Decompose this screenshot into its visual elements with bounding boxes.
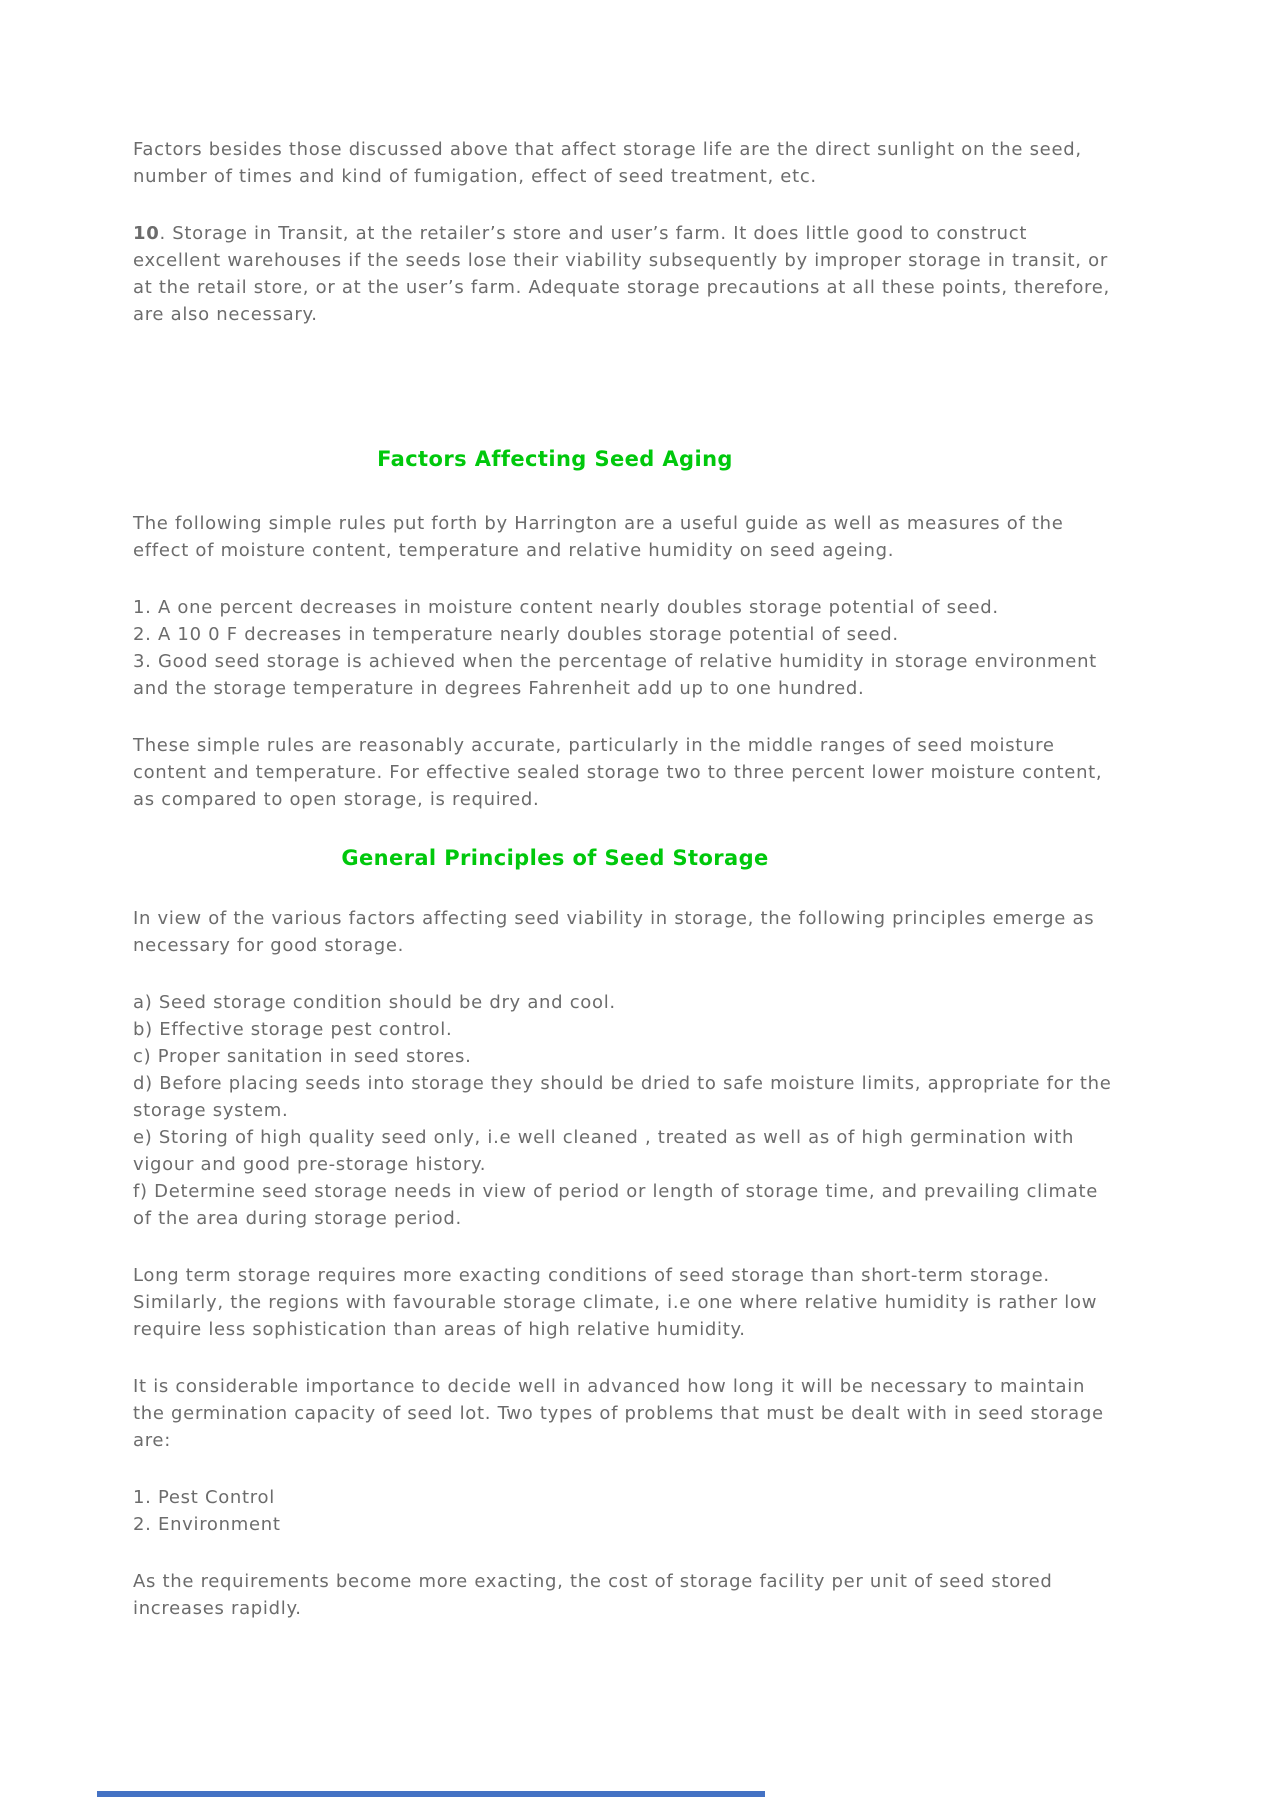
- vertical-spacer: [133, 358, 1118, 444]
- paragraph-long-term-storage: Long term storage requires more exacting conditions of seed storage than short-term storage. Similarly, the regions with favourable storage climate, i.e one where relative humidity is rather low require less sophistication than areas of high relative humidity.: [133, 1265, 1098, 1340]
- paragraph-storage-in-transit-text: . Storage in Transit, at the retailer’s store and user’s farm. It does little good to construct excellent warehouses if the seeds lose their viability subsequently by improper storage in transit, or at the retail store, or at the user’s farm. Adequate storage precautions at all these points, therefore, are also necessary.: [133, 223, 1110, 325]
- paragraph-storage-cost: As the requirements become more exacting, the cost of storage facility per unit of seed stored increases rapidly.: [133, 1571, 1053, 1619]
- list-item: d) Before placing seeds into storage they should be dried to safe moisture limits, appropriate for the storage system.: [133, 1073, 1112, 1121]
- list-item: c) Proper sanitation in seed stores.: [133, 1046, 472, 1067]
- list-item: f) Determine seed storage needs in view of period or length of storage time, and prevailing climate of the area during storage period.: [133, 1181, 1099, 1229]
- paragraph-other-storage-factors: Factors besides those discussed above that affect storage life are the direct sunlight on the seed, number of times and kind of fumigation, effect of seed treatment, etc.: [133, 139, 1082, 187]
- list-item: 2. Environment: [133, 1514, 281, 1535]
- paragraph-principles-intro: In view of the various factors affecting seed viability in storage, the following principles emerge as necessary for good storage.: [133, 908, 1095, 956]
- list-item: 1. A one percent decreases in moisture content nearly doubles storage potential of seed.: [133, 597, 999, 618]
- list-item: 2. A 10 0 F decreases in temperature nearly doubles storage potential of seed.: [133, 624, 899, 645]
- storage-principles-list: [133, 989, 1118, 1232]
- problem-types-list: [133, 1484, 1118, 1538]
- list-item: b) Effective storage pest control.: [133, 1019, 453, 1040]
- harrington-rules-list: [133, 594, 1118, 702]
- paragraph-storage-in-transit: [133, 220, 1118, 328]
- paragraph-harrington-rules-intro: The following simple rules put forth by Harrington are a useful guide as well as measures of the effect of moisture content, temperature and relative humidity on seed ageing.: [133, 513, 1064, 561]
- list-item: a) Seed storage condition should be dry and cool.: [133, 992, 616, 1013]
- list-item: e) Storing of high quality seed only, i.e well cleaned , treated as well as of high germination with vigour and good pre-storage history.: [133, 1127, 1075, 1175]
- heading-general-principles-of-seed-storage: General Principles of Seed Storage: [341, 846, 769, 870]
- paragraph-rules-accuracy: These simple rules are reasonably accurate, particularly in the middle ranges of seed moisture content and temperature. For effective sealed storage two to three percent lower moisture content, as compared to open storage, is required.: [133, 735, 1103, 810]
- list-item: 1. Pest Control: [133, 1487, 275, 1508]
- document-content: [133, 136, 1118, 1652]
- item-number-10: 10: [133, 223, 160, 244]
- page-bottom-accent-bar: [97, 1791, 765, 1797]
- list-item: 3. Good seed storage is achieved when the percentage of relative humidity in storage environment and the storage temperature in degrees Fahrenheit add up to one hundred.: [133, 651, 1097, 699]
- paragraph-decide-in-advance: It is considerable importance to decide well in advanced how long it will be necessary to maintain the germination capacity of seed lot. Two types of problems that must be dealt with in seed storage are:: [133, 1376, 1104, 1451]
- heading-factors-affecting-seed-aging: Factors Affecting Seed Aging: [377, 447, 733, 471]
